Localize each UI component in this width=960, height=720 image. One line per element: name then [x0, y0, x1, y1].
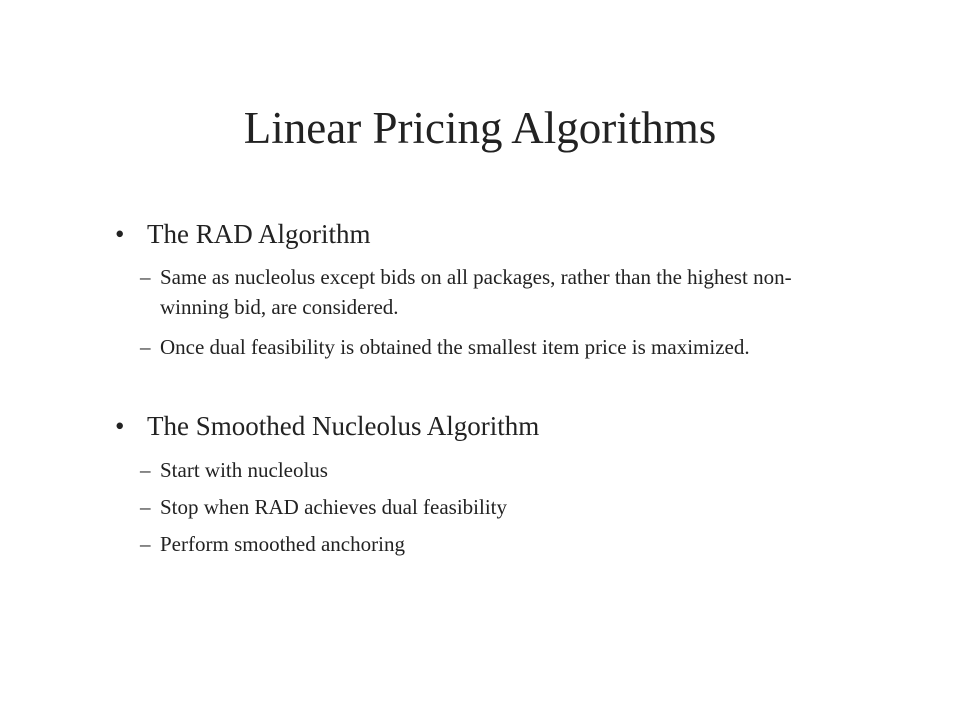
dash-mark: –: [140, 335, 151, 359]
dash-mark: –: [140, 495, 151, 519]
bullet-heading: The Smoothed Nucleolus Algorithm: [147, 411, 540, 441]
bullet-mark: •: [115, 411, 125, 441]
dash-mark: –: [140, 532, 151, 556]
dash-mark: –: [140, 265, 151, 289]
sub-item-text: Perform smoothed anchoring: [160, 532, 405, 556]
dash-mark: –: [140, 458, 151, 482]
sub-item-text: Stop when RAD achieves dual feasibility: [160, 495, 508, 519]
sub-item-text: Start with nucleolus: [160, 458, 328, 482]
sub-item-text: Once dual feasibility is obtained the smallest item price is maximized.: [160, 335, 750, 359]
sub-item-text: Same as nucleolus except bids on all packages, rather than the highest non-winning bid, are considered.: [160, 265, 792, 319]
bullet-heading: The RAD Algorithm: [147, 219, 371, 249]
slide-title: Linear Pricing Algorithms: [243, 103, 717, 153]
bullet-mark: •: [115, 219, 125, 249]
